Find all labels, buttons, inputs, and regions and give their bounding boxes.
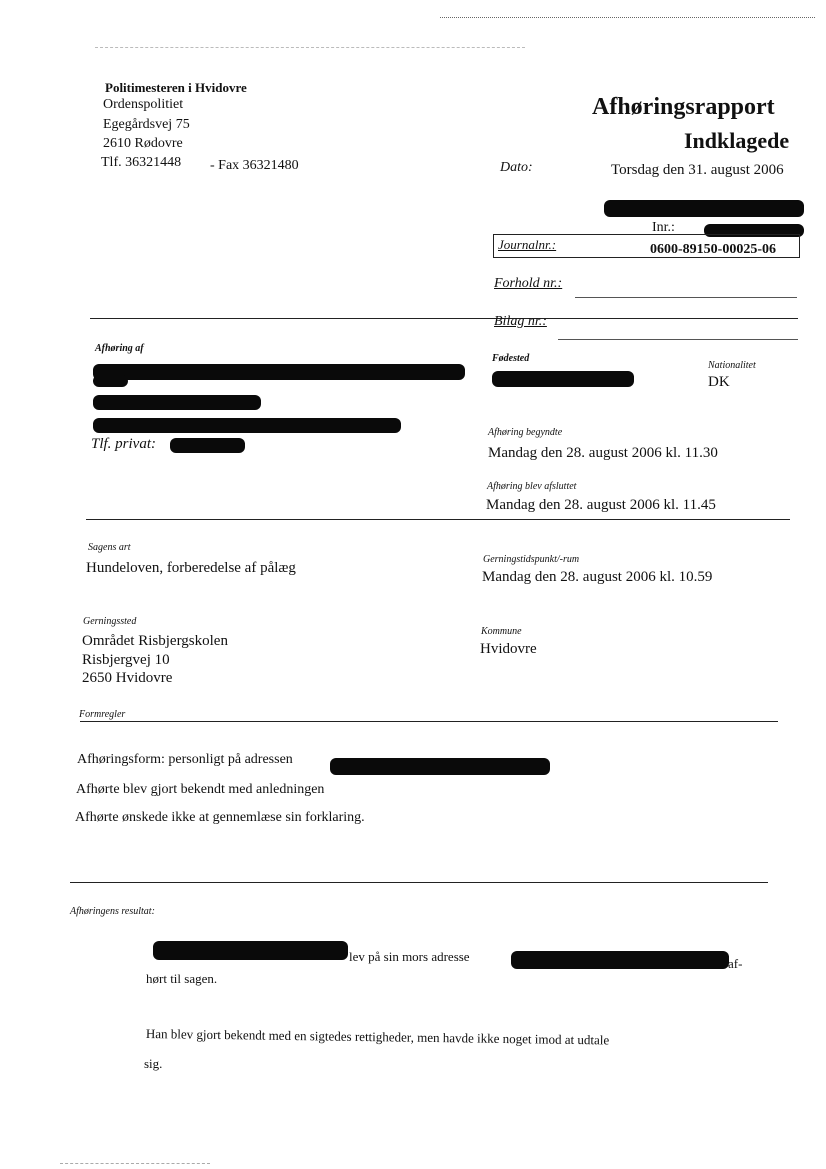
crime-place-line2: Risbjergvej 10 [82, 652, 170, 668]
office-name: Politimesteren i Hvidovre [105, 80, 247, 95]
result-para1-b: af- [728, 956, 743, 971]
office-street: Egegårdsvej 75 [103, 117, 190, 132]
phone-private-label: Tlf. privat: [91, 436, 157, 452]
redacted-person-address-1 [93, 395, 261, 410]
crime-place-label: Gerningssted [83, 616, 137, 627]
scan-artifact-line-bottom [60, 1163, 210, 1164]
redacted-phone [170, 438, 245, 453]
result-para1-c: hørt til sagen. [146, 971, 218, 986]
office-phone: Tlf. 36321448 [101, 155, 182, 170]
nationality-label: Nationalitet [708, 360, 756, 371]
bilag-label: Bilag nr.: [494, 314, 547, 329]
formalities-line3: Afhørte ønskede ikke at gennemlæse sin forklaring. [75, 810, 365, 825]
journal-value: 0600-89150-00025-06 [650, 242, 776, 257]
bilag-line [558, 339, 798, 340]
crime-place-line3: 2650 Hvidovre [82, 670, 173, 686]
journal-label: Journalnr.: [498, 237, 557, 252]
redacted-officer-name [604, 200, 804, 217]
redacted-person-name [93, 364, 465, 380]
result-para1-a: lev på sin mors adresse [349, 949, 470, 964]
person-section-label: Afhøring af [95, 343, 144, 354]
forhold-label: Forhold nr.: [494, 276, 563, 291]
office-fax: - Fax 36321480 [210, 158, 299, 173]
section-divider-1 [90, 318, 798, 319]
section-divider-4 [70, 882, 768, 883]
result-para2-b: sig. [144, 1056, 163, 1071]
start-value: Mandag den 28. august 2006 kl. 11.30 [488, 445, 718, 461]
redacted-person-address-2 [93, 418, 401, 433]
end-label: Afhøring blev afsluttet [487, 481, 577, 492]
end-value: Mandag den 28. august 2006 kl. 11.45 [486, 497, 716, 513]
municipality-value: Hvidovre [480, 641, 537, 657]
crime-place-line1: Området Risbjergskolen [82, 633, 228, 649]
crime-time-label: Gerningstidspunkt/-rum [483, 554, 580, 565]
formalities-line1: Afhøringsform: personligt på adressen [77, 752, 293, 767]
case-type-label: Sagens art [88, 542, 131, 553]
date-label: Dato: [500, 160, 533, 175]
section-divider-2 [86, 519, 790, 520]
scan-artifact-line-2 [95, 47, 525, 48]
crime-time-value: Mandag den 28. august 2006 kl. 10.59 [482, 569, 713, 585]
redacted-person-extra [93, 375, 128, 387]
redacted-address [330, 758, 550, 775]
section-divider-3 [80, 721, 778, 722]
scan-artifact-line-top [440, 17, 815, 18]
nationality-value: DK [708, 374, 730, 390]
start-label: Afhøring begyndte [488, 427, 563, 438]
result-label: Afhøringens resultat: [70, 906, 155, 917]
redacted-mother-address [511, 951, 729, 969]
report-title: Afhøringsrapport [592, 94, 775, 120]
office-city: 2610 Rødovre [103, 136, 183, 151]
forhold-line [575, 297, 797, 298]
report-subtitle: Indklagede [684, 128, 790, 153]
inr-label: Inr.: [652, 220, 675, 235]
municipality-label: Kommune [481, 626, 522, 637]
birthplace-label: Fødested [492, 353, 530, 364]
redacted-result-name [153, 941, 348, 960]
redacted-birthplace [492, 371, 634, 387]
formalities-label: Formregler [79, 709, 126, 720]
office-department: Ordenspolitiet [103, 97, 184, 112]
date-value: Torsdag den 31. august 2006 [611, 162, 784, 178]
formalities-line2: Afhørte blev gjort bekendt med anledningen [76, 782, 325, 797]
result-para2-a: Han blev gjort bekendt med en sigtedes rettigheder, men havde ikke noget imod at udtale [145, 1026, 610, 1048]
case-type-value: Hundeloven, forberedelse af pålæg [86, 560, 296, 576]
